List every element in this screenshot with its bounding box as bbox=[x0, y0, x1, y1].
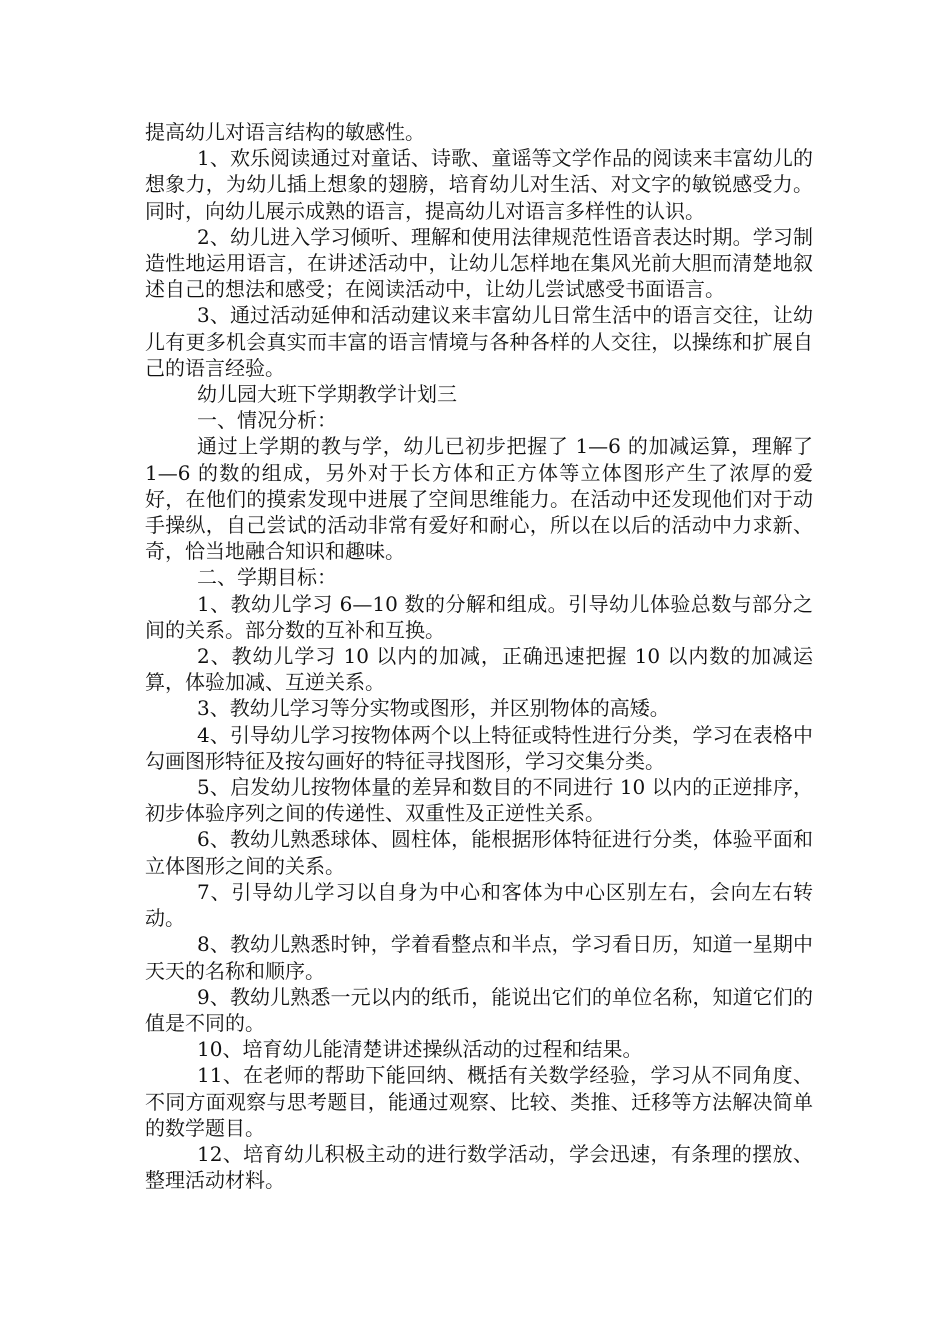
paragraph: 二、学期目标： bbox=[197, 565, 337, 590]
paragraph: 幼儿园大班下学期教学计划三 bbox=[197, 382, 457, 407]
paragraph: 6、教幼儿熟悉球体、圆柱体，能根据形体特征进行分类，体验平面和立体图形之间的关系。 bbox=[145, 827, 813, 878]
paragraph: 提高幼儿对语言结构的敏感性。 bbox=[145, 120, 425, 144]
paragraph: 9、教幼儿熟悉一元以内的纸币，能说出它们的单位名称，知道它们的值是不同的。 bbox=[145, 984, 813, 1035]
paragraph: 10、培育幼儿能清楚讲述操纵活动的过程和结果。 bbox=[197, 1037, 643, 1062]
paragraph: 2、教幼儿学习 10 以内的加减，正确迅速把握 10 以内数的加减运算，体验加减、互逆关系。 bbox=[145, 644, 813, 695]
paragraph: 2、幼儿进入学习倾听、理解和使用法律规范性语音表达时期。学习制造性地运用语言，在讲述活动中，让幼儿怎样地在集风光前大胆而清楚地叙述自己的想法和感受；在阅读活动中，让幼儿尝试感受书面语言。 bbox=[145, 224, 813, 302]
paragraph: 通过上学期的教与学，幼儿已初步把握了 1—6 的加减运算，理解了 1—6 的数的组成，另外对于长方体和正方体等立体图形产生了浓厚的爱好，在他们的摸索发现中进展了空间思维能力。在活动中还发现他们对于动手操纵，自己尝试的活动非常有爱好和耐心，所以在以后的活动中力求新、奇，恰当地融合知识和趣味。 bbox=[145, 434, 813, 564]
paragraph: 11、在老师的帮助下能回纳、概括有关数学经验，学习从不同角度、不同方面观察与思考题目，能通过观察、比较、类推、迁移等方法解决简单的数学题目。 bbox=[145, 1063, 813, 1140]
paragraph: 7、引导幼儿学习以自身为中心和客体为中心区别左右，会向左右转动。 bbox=[145, 879, 813, 931]
paragraph: 1、欢乐阅读通过对童话、诗歌、童谣等文学作品的阅读来丰富幼儿的想象力，为幼儿插上想象的翅膀，培育幼儿对生活、对文字的敏锐感受力。同时，向幼儿展示成熟的语言，提高幼儿对语言多样性的认识。 bbox=[145, 146, 813, 223]
paragraph: 一、情况分析： bbox=[197, 408, 337, 433]
paragraph: 3、教幼儿学习等分实物或图形，并区别物体的高矮。 bbox=[197, 696, 670, 721]
paragraph: 8、教幼儿熟悉时钟，学着看整点和半点，学习看日历，知道一星期中天天的名称和顺序。 bbox=[145, 932, 813, 983]
document-body bbox=[145, 119, 813, 1193]
paragraph: 4、引导幼儿学习按物体两个以上特征或特性进行分类，学习在表格中勾画图形特征及按勾画好的特征寻找图形，学习交集分类。 bbox=[145, 722, 813, 773]
paragraph: 5、启发幼儿按物体量的差异和数目的不同进行 10 以内的正逆排序，初步体验序列之间的传递性、双重性及正逆性关系。 bbox=[145, 775, 813, 826]
paragraph: 3、通过活动延伸和活动建议来丰富幼儿日常生活中的语言交往，让幼儿有更多机会真实而丰富的语言情境与各种各样的人交往，以操练和扩展自己的语言经验。 bbox=[145, 303, 813, 380]
paragraph: 12、培育幼儿积极主动的进行数学活动，学会迅速，有条理的摆放、整理活动材料。 bbox=[145, 1141, 813, 1193]
paragraph: 1、教幼儿学习 6—10 数的分解和组成。引导幼儿体验总数与部分之间的关系。部分数的互补和互换。 bbox=[145, 591, 813, 642]
